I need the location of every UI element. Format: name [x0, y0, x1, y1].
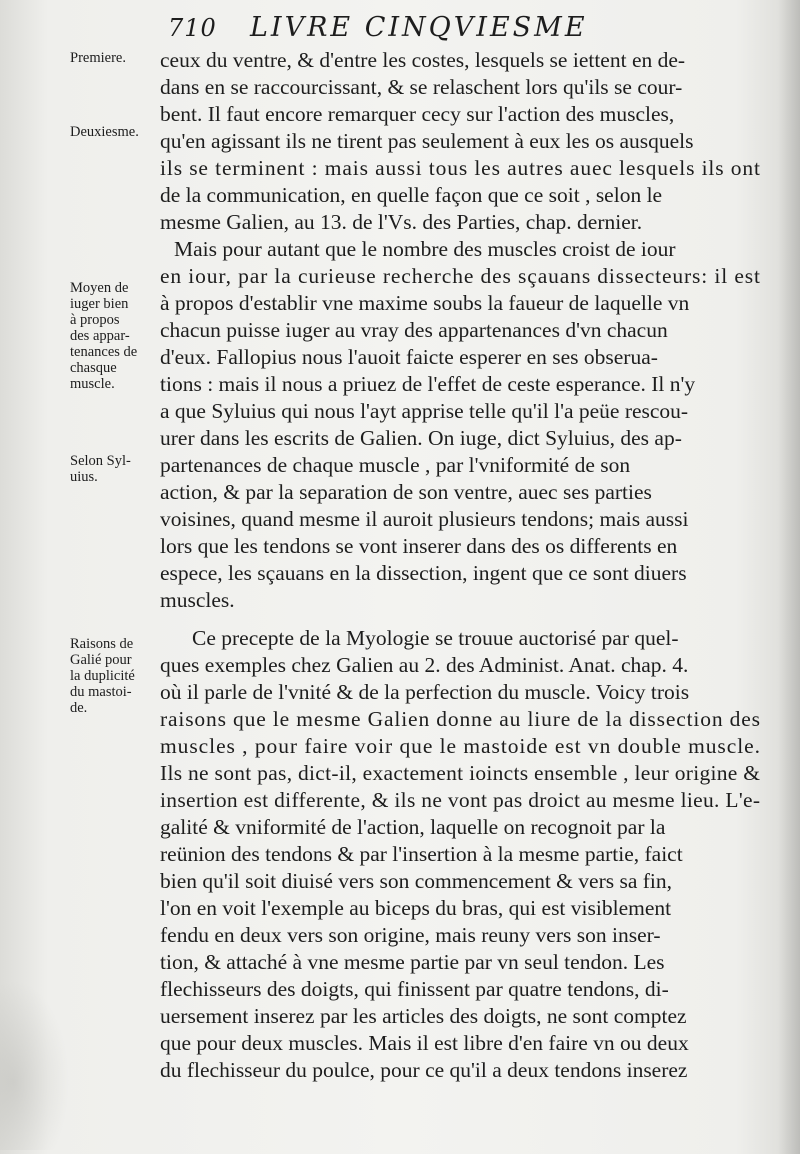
- text-line: raisons que le mesme Galien donne au liure de la dissection des: [160, 707, 761, 731]
- text-line: uersement inserez par les articles des doigts, ne sont comptez: [160, 1004, 687, 1028]
- margin-note-premiere: [70, 50, 162, 66]
- margin-note-line: chasque: [70, 360, 117, 376]
- text-line: muscles , pour faire voir que le mastoide est vn double muscle.: [160, 734, 761, 758]
- text-line: à propos d'establir vne maxime soubs la faueur de laquelle vn: [160, 291, 690, 315]
- page-number: 710: [168, 14, 217, 42]
- margin-note-line: Premiere.: [70, 50, 126, 66]
- margin-note-line: Selon Syl-: [70, 453, 131, 469]
- text-line: où il parle de l'vnité & de la perfection du muscle. Voicy trois: [160, 680, 690, 704]
- text-line: bien qu'il soit diuisé vers son commencement & vers sa fin,: [160, 869, 673, 893]
- body-text: [160, 47, 762, 1084]
- text-line: insertion est differente, & ils ne vont pas droict au mesme lieu. L'e-: [160, 788, 761, 812]
- page-header: [0, 10, 800, 46]
- text-line: partenances de chaque muscle , par l'vniformité de son: [160, 453, 631, 477]
- text-line: bent. Il faut encore remarquer cecy sur l'action des muscles,: [160, 102, 675, 126]
- text-line: flechisseurs des doigts, qui finissent par quatre tendons, di-: [160, 977, 669, 1001]
- text-line: que pour deux muscles. Mais il est libre d'en faire vn ou deux: [160, 1031, 689, 1055]
- text-line: l'on en voit l'exemple au biceps du bras, qui est visiblement: [160, 896, 672, 920]
- text-line: d'eux. Fallopius nous l'auoit faicte esperer en ses obserua-: [160, 345, 658, 369]
- text-line: action, & par la separation de son ventre, auec ses parties: [160, 480, 652, 504]
- text-line: fendu en deux vers son origine, mais reuny vers son inser-: [160, 923, 661, 947]
- text-line: ils se terminent : mais aussi tous les autres auec lesquels ils ont: [160, 156, 761, 180]
- text-line: Ce precepte de la Myologie se trouue auctorisé par quel-: [192, 626, 679, 650]
- margin-note-line: tenances de: [70, 344, 138, 360]
- margin-note-raisons: [70, 636, 162, 716]
- text-line: espece, les sçauans en la dissection, ingent que ce sont diuers: [160, 561, 687, 585]
- margin-note-selon-sylvius: [70, 453, 162, 485]
- text-line: chacun puisse iuger au vray des appartenances d'vn chacun: [160, 318, 668, 342]
- margin-note-line: du mastoi-: [70, 684, 132, 700]
- text-line: mesme Galien, au 13. de l'Vs. des Parties, chap. dernier.: [160, 210, 643, 234]
- text-line: galité & vniformité de l'action, laquelle on recognoit par la: [160, 815, 666, 839]
- text-line: de la communication, en quelle façon que ce soit , selon le: [160, 183, 663, 207]
- text-line: a que Syluius qui nous l'ayt apprise telle qu'il l'a peüe rescou-: [160, 399, 689, 423]
- margin-note-line: de.: [70, 700, 88, 716]
- page-stain: [0, 980, 70, 1150]
- text-line: Mais pour autant que le nombre des muscles croist de iour: [174, 237, 676, 261]
- margin-note-line: la duplicité: [70, 668, 135, 684]
- text-line: voisines, quand mesme il auroit plusieurs tendons; mais aussi: [160, 507, 689, 531]
- running-head: LIVRE CINQVIESME: [250, 12, 588, 43]
- text-line: qu'en agissant ils ne tirent pas seulement à eux les os ausquels: [160, 129, 694, 153]
- text-line: urer dans les escrits de Galien. On iuge, dict Syluius, des ap-: [160, 426, 682, 450]
- margin-note-line: Raisons de: [70, 636, 134, 652]
- text-line: ceux du ventre, & d'entre les costes, lesquels se iettent en de-: [160, 48, 686, 72]
- text-line: Ils ne sont pas, dict-il, exactement ioincts ensemble , leur origine &: [160, 761, 761, 785]
- text-line: dans en se raccourcissant, & se relaschent lors qu'ils se cour-: [160, 75, 683, 99]
- margin-note-line: Moyen de: [70, 280, 129, 296]
- margin-note-line: Deuxiesme.: [70, 124, 139, 140]
- text-line: tions : mais il nous a priuez de l'effet de ceste esperance. Il n'y: [160, 372, 696, 396]
- margin-note-line: muscle.: [70, 376, 115, 392]
- margin-note-deuxiesme: [70, 124, 162, 140]
- text-line: ques exemples chez Galien au 2. des Administ. Anat. chap. 4.: [160, 653, 689, 677]
- text-line: en iour, par la curieuse recherche des sçauans dissecteurs: il est: [160, 264, 761, 288]
- text-line: lors que les tendons se vont inserer dans des os differents en: [160, 534, 678, 558]
- margin-note-line: à propos: [70, 312, 120, 328]
- margin-note-line: iuger bien: [70, 296, 129, 312]
- margin-note-line: uius.: [70, 469, 98, 485]
- text-line: muscles.: [160, 588, 235, 612]
- text-line: du flechisseur du poulce, pour ce qu'il a deux tendons inserez: [160, 1058, 688, 1082]
- text-line: tion, & attaché à vne mesme partie par vn seul tendon. Les: [160, 950, 665, 974]
- margin-note-moyen: [70, 280, 162, 392]
- text-line: reünion des tendons & par l'insertion à la mesme partie, faict: [160, 842, 683, 866]
- margin-note-line: des appar-: [70, 328, 130, 344]
- margin-note-line: Galié pour: [70, 652, 132, 668]
